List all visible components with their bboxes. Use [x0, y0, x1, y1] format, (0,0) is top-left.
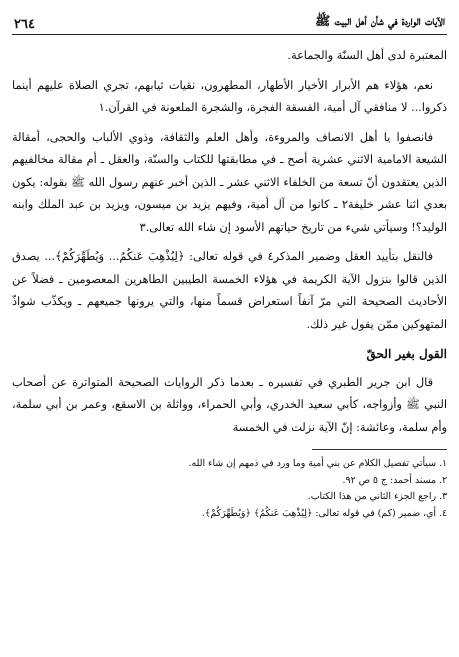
- paragraph: المعتبرة لدى أهل السنّة والجماعة.: [287, 49, 447, 62]
- footnote: ٢. مسند أحمد: ج ٥ ص ٩٢.: [342, 474, 447, 486]
- running-title: الآيات الواردة في شأن أهل البيت ﷺ: [315, 13, 445, 28]
- section-heading: القول بغير الحقّ: [366, 347, 447, 361]
- footnote: ١. سيأتي تفصيل الكلام عن بني أمية وما ورد في ذمهم إن شاء الله.: [188, 458, 447, 469]
- paragraph: فالنقل بتأييد العقل وضمير المذكر٤ في قوله تعالى: ﴿لِيُذْهِبَ عَنكُمُ... وَيُطَهِّرَكُمْ﴾... يصدق الذين قالوا بنزول الآية الكريمة في هؤلاء الخمسة الطيبين الطاهرين المعصومين ـ فضلاً عن الأحاديث الصحيحة التي مرّ آنفاً استعراض قسماً منها، والتي يرونها جميعهم ـ ويكذّب شواذّ المتهوكين ممّن يقول غير ذلك.: [12, 250, 447, 331]
- paragraph: قال ابن جرير الطبري في تفسيره ـ بعدما ذكر الروايات الصحيحة المتواترة عن أصحاب النبي ﷺ وأزواجه، كأبي سعيد الخدري، وأبي الحمراء، وواثلة بن الاسقع، وعمر بن أبي سلمة، وأم سلمة، وعائشة: إنّ الآية نزلت في الخمسة: [12, 375, 447, 434]
- page-number: ٢٦٤: [14, 17, 35, 32]
- paragraph: فانصفوا يا أهل الانصاف والمروءة، وأهل العلم والثقافة، وذوي الألباب والحجى، أمقالة الشيعة الامامية الاثني عشرية أصح ـ في مطابقتها للكتاب والسنّة، والعقل ـ أم مقالة مخالفيهم الذين يعتقدون أنّ تسعة من الخلفاء الاثني عشر ـ الذين أخبر عنهم رسول الله ﷺ بقوله: يكون بعدي اثنا عشر خليفة٢ ـ كانوا من آل أمية، وفيهم يزيد بن ميسون، ويزيد بن عبد الملك وابنه الوليد؟! وسيأتي شيء من تاريخ حياتهم الأسود إن شاء الله تعالى.٣: [12, 130, 447, 234]
- running-header: [12, 8, 447, 35]
- book-page: [12, 8, 447, 648]
- paragraph: نعم، هؤلاء هم الأبرار الأخيار الأطهار، المطهرون، نقيات ثيابهم، تجري الصلاة عليهم أينما ذكروا... لا منافقي آل أمية، الفسقة الفجرة، والشجرة الملعونة في القرآن.١: [12, 78, 447, 114]
- main-text: [12, 45, 447, 439]
- footnote: ٤. أي، ضمير (كم) في قوله تعالى: ﴿لِيُذْهِبَ عَنكُمُ﴾ ﴿وَيُطَهِّرَكُمْ﴾.: [201, 507, 447, 519]
- footnote-divider: [312, 449, 447, 450]
- footnotes: [12, 456, 447, 522]
- footnote: ٣. راجع الجزء الثاني من هذا الكتاب.: [307, 491, 447, 502]
